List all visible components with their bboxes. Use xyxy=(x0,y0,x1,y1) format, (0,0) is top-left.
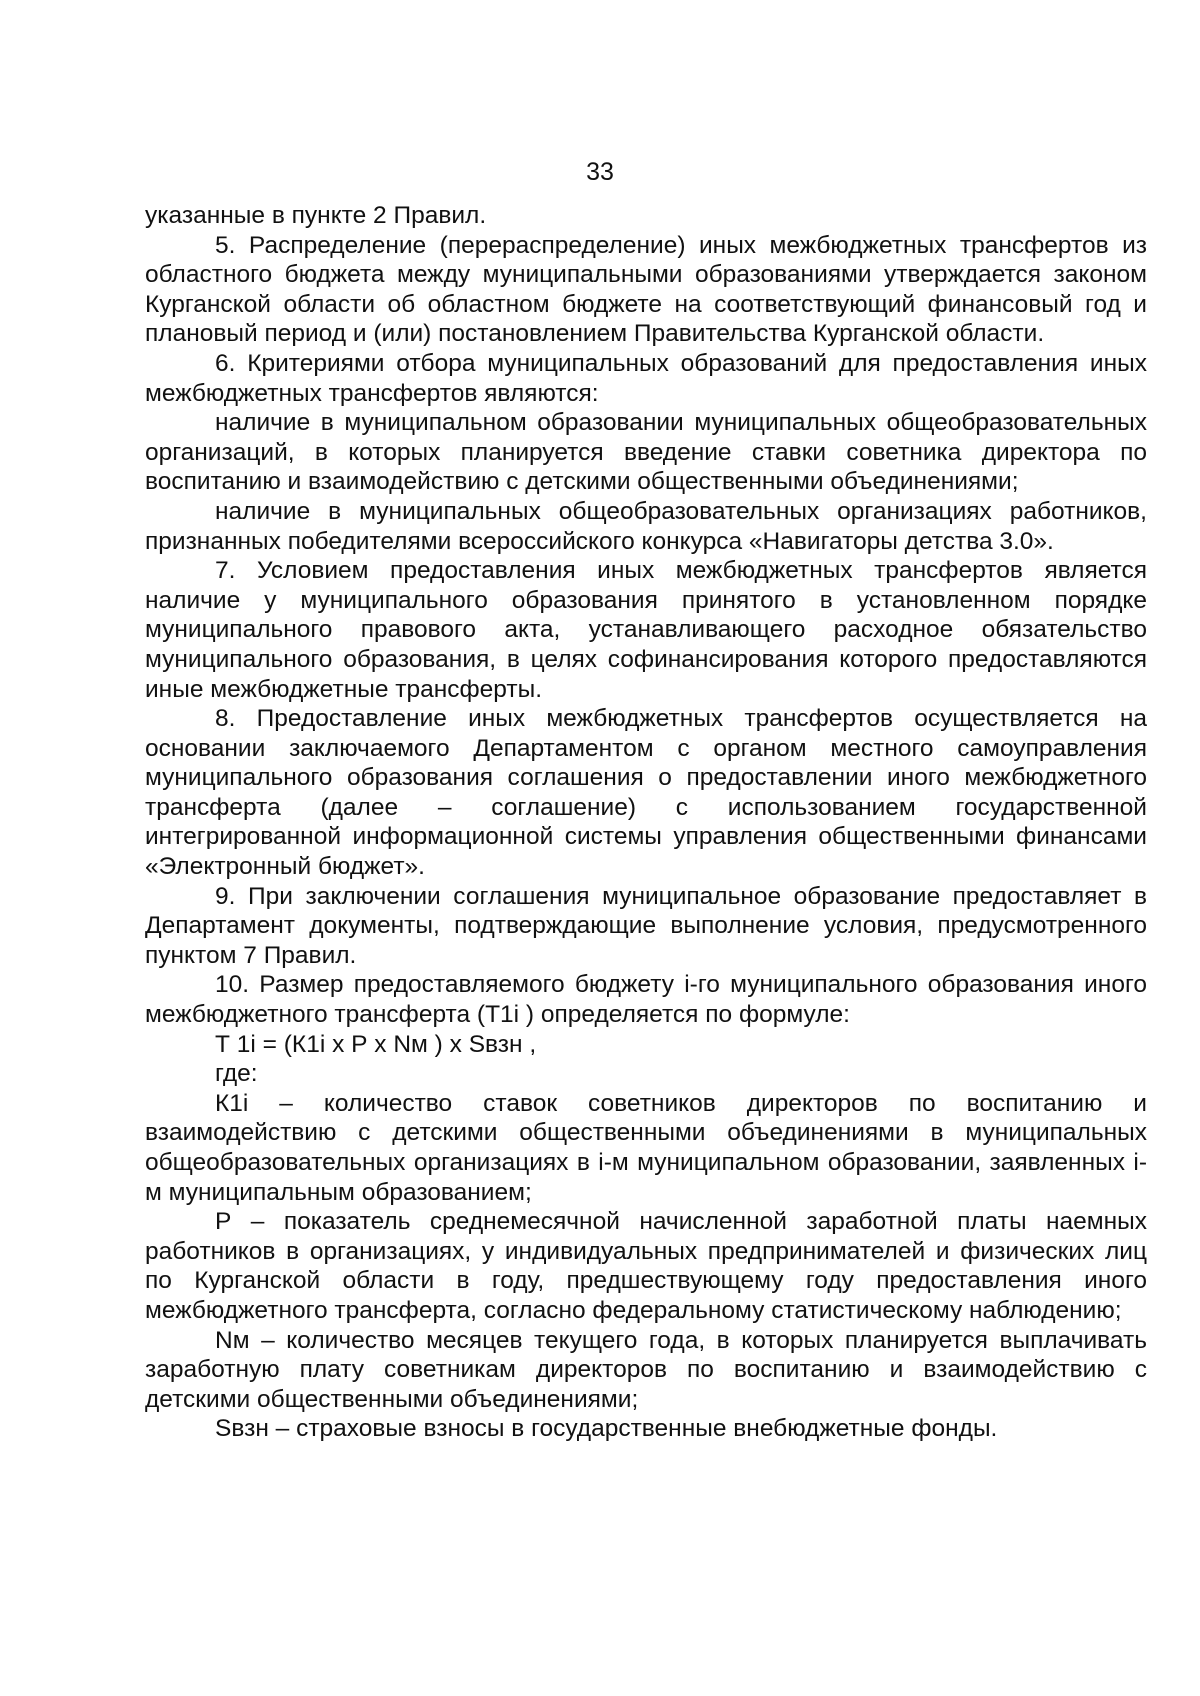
paragraph-8: 8. Предоставление иных межбюджетных трансфертов осуществляется на основании заключаемого Департаментом с органом местного самоуправления муниципального образования соглашения о предоставлении иного межбюджетного трансферта (далее – соглашение) с использованием государственной интегрированной информационной системы управления общественными финансами «Электронный бюджет». xyxy=(145,705,1147,881)
paragraph-6: 6. Критериями отбора муниципальных образований для предоставления иных межбюджетных трансфертов являются: xyxy=(145,349,1147,407)
criterion-1: наличие в муниципальном образовании муниципальных общеобразовательных организаций, в которых планируется введение ставки советника директора по воспитанию и взаимодействию с детскими общественными объединениями; xyxy=(145,409,1147,496)
where-label: где: xyxy=(215,1060,258,1088)
formula: Т 1i = (К1i х Р х Nм ) х Sвзн , xyxy=(215,1030,537,1058)
definition-p: Р – показатель среднемесячной начисленной заработной платы наемных работников в организациях, у индивидуальных предпринимателей и физических лиц по Курганской области в году, предшествующему году предоставления иного межбюджетного трансферта, согласно федеральному статистическому наблюдению; xyxy=(145,1208,1147,1324)
paragraph-7: 7. Условием предоставления иных межбюджетных трансфертов является наличие у муниципального образования принятого в установленном порядке муниципального правового акта, устанавливающего расходное обязательство муниципального образования, в целях софинансирования которого предоставляются иные межбюджетные трансферты. xyxy=(145,557,1147,703)
paragraph-5: 5. Распределение (перераспределение) иных межбюджетных трансфертов из областного бюджета между муниципальными образованиями утверждается законом Курганской области об областном бюджете на соответствующий финансовый год и плановый период и (или) постановлением Правительства Курганской области. xyxy=(145,231,1147,348)
paragraph-9: 9. При заключении соглашения муниципальное образование предоставляет в Департамент документы, подтверждающие выполнение условия, предусмотренного пунктом 7 Правил. xyxy=(145,882,1147,969)
definition-k1i: К1i – количество ставок советников директоров по воспитанию и взаимодействию с детскими общественными объединениями в муниципальных общеобразовательных организациях в i-м муниципальном образовании, заявленных i-м муниципальным образованием; xyxy=(145,1089,1147,1206)
paragraph-continuation: указанные в пункте 2 Правил. xyxy=(145,202,487,229)
definition-nm: Nм – количество месяцев текущего года, в которых планируется выплачивать заработную плату советникам директоров по воспитанию и взаимодействию с детскими общественными объединениями; xyxy=(145,1326,1147,1413)
definition-svzn: Sвзн – страховые взносы в государственные внебюджетные фонды. xyxy=(215,1415,998,1443)
paragraph-10: 10. Размер предоставляемого бюджету i-го муниципального образования иного межбюджетного трансферта (Т1i ) определяется по формуле: xyxy=(145,971,1147,1029)
page-number: 33 xyxy=(586,158,614,186)
document-body xyxy=(145,201,1147,1444)
criterion-2: наличие в муниципальных общеобразовательных организациях работников, признанных победителями всероссийского конкурса «Навигаторы детства 3.0». xyxy=(145,497,1147,555)
